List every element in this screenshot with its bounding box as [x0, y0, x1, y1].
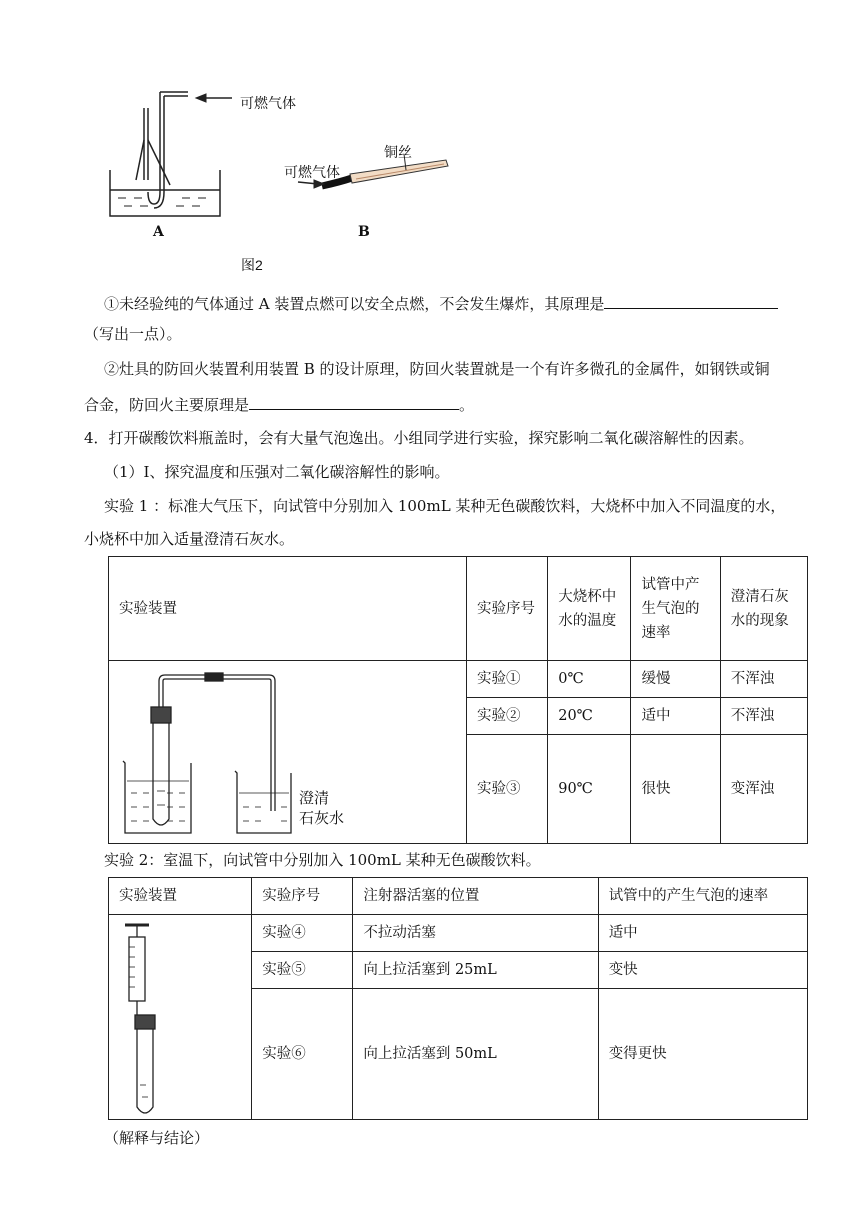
label-a: A	[153, 224, 164, 240]
t2-header-apparatus: 实验装置	[109, 878, 252, 915]
label-combustible-gas-b: 可燃气体	[284, 164, 340, 180]
label-b: B	[358, 224, 370, 240]
t1-cell: 0℃	[548, 661, 631, 698]
t1-cell: 适中	[631, 698, 720, 735]
t2-cell: 不拉动活塞	[353, 915, 598, 952]
t2-cell: 变快	[598, 952, 807, 989]
t2-cell: 变得更快	[598, 989, 807, 1120]
exp1-line1: 实验 1 ：标准大气压下，向试管中分别加入 100mL 某种无色碳酸饮料，大烧杯中加入不同温度的水，	[104, 497, 786, 515]
exp2-description: 实验 2：室温下，向试管中分别加入 100mL 某种无色碳酸饮料。	[104, 851, 541, 869]
label-copper-wire: 铜丝	[384, 144, 412, 160]
t1-cell: 实验②	[467, 698, 548, 735]
t1-cell: 缓慢	[631, 661, 720, 698]
table-row	[109, 661, 808, 698]
q3-item1-tail: （写出一点）。	[84, 325, 182, 343]
exp1-line2: 小烧杯中加入适量澄清石灰水。	[84, 530, 295, 548]
t2-cell: 实验④	[252, 915, 353, 952]
q4-part1: （1）Ⅰ、探究温度和压强对二氧化碳溶解性的影响。	[104, 463, 450, 481]
t1-cell: 很快	[631, 735, 720, 844]
q3-item2-line2: 合金，防回火主要原理是 。	[84, 393, 814, 415]
t2-cell: 向上拉活塞到 25mL	[353, 952, 598, 989]
t1-header-limewater: 澄清石灰水的现象	[720, 557, 807, 661]
t2-cell: 实验⑥	[252, 989, 353, 1120]
t1-header-bubble-rate: 试管中产生气泡的速率	[631, 557, 720, 661]
t1-cell: 20℃	[548, 698, 631, 735]
t2-cell: 向上拉活塞到 50mL	[353, 989, 598, 1120]
conclusion-heading: （解释与结论）	[104, 1129, 210, 1147]
syringe-apparatus-drawing	[109, 915, 251, 1119]
t1-cell: 不浑浊	[720, 661, 807, 698]
t1-cell: 实验①	[467, 661, 548, 698]
t2-header-number: 实验序号	[252, 878, 353, 915]
t2-cell: 实验⑤	[252, 952, 353, 989]
q4-stem: 4．打开碳酸饮料瓶盖时，会有大量气泡逸出。小组同学进行实验，探究影响二氧化碳溶解性的因素。	[84, 429, 754, 447]
t1-header-temperature: 大烧杯中水的温度	[548, 557, 631, 661]
t2-header-plunger: 注射器活塞的位置	[353, 878, 598, 915]
q3-item1: ①未经验纯的气体通过 A 装置点燃可以安全点燃，不会发生爆炸，其原理是	[104, 292, 834, 314]
t1-cell: 不浑浊	[720, 698, 807, 735]
t1-cell: 变浑浊	[720, 735, 807, 844]
limewater-label: 澄清 石灰水	[299, 790, 345, 827]
experiment-1-apparatus-drawing	[109, 661, 445, 843]
table-experiment-1	[108, 556, 808, 844]
t2-cell: 适中	[598, 915, 807, 952]
table-experiment-2	[108, 877, 808, 1120]
table-row	[109, 915, 808, 952]
t1-apparatus-cell	[109, 661, 467, 844]
t1-header-apparatus: 实验装置	[109, 557, 467, 661]
t2-apparatus-cell	[109, 915, 252, 1120]
label-combustible-gas-a: 可燃气体	[240, 95, 296, 111]
apparatus-a	[110, 92, 220, 216]
answer-blank-1[interactable]	[604, 292, 778, 309]
figure-caption: 图2	[241, 257, 263, 273]
t2-header-bubble-rate: 试管中的产生气泡的速率	[598, 878, 807, 915]
t1-header-number: 实验序号	[467, 557, 548, 661]
q3-item2-line1: ②灶具的防回火装置利用装置 B 的设计原理，防回火装置就是一个有许多微孔的金属件，如钢铁或铜	[104, 360, 770, 378]
arrow-a	[196, 94, 232, 102]
t1-cell: 实验③	[467, 735, 548, 844]
answer-blank-2[interactable]	[249, 393, 459, 410]
t1-cell: 90℃	[548, 735, 631, 844]
